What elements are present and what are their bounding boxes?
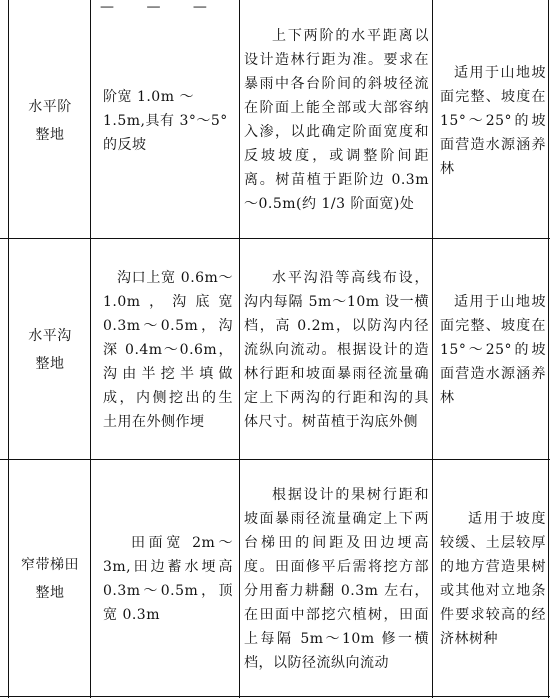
row-1-method-text: 水平阶 整地 [28, 99, 72, 143]
row-3-method [10, 461, 90, 696]
row-2-usage-text: 适用于山地坡面完整、坡度在 15°～25°的坡面营造水源涵养林 [440, 293, 546, 406]
row-2-spec-text: 沟口上宽 0.6m～1.0m，沟底宽 0.3m～0.5m，沟深 0.4m～0.6m，沟由半挖半填做成，内侧挖出的生土用在外侧作埂 [103, 269, 233, 430]
row-1-layout-text: 上下两阶的水平距离以设计造林行距为准。要求在暴雨中各台阶间的斜坡径流在阶面上能全部或大部容纳入渗，以此确定阶面宽度和反坡坡度，或调整阶间距离。树苗植于距阶边 0.3m～0.5m(约 1/3 阶面宽)处 [244, 28, 429, 212]
row-3-method-text: 窄带梯田 整地 [21, 556, 79, 601]
row-2-usage [440, 240, 546, 459]
row-3-usage-text: 适用于坡度较缓、土层较厚的地方营造果树或其他对立地条件要求较高的经济林树种 [440, 510, 546, 647]
row-1-usage [440, 4, 546, 238]
column-divider [239, 0, 240, 698]
row-3-spec [103, 461, 233, 696]
row-3-layout [244, 461, 429, 696]
row-2-spec [103, 240, 233, 459]
row-1-method [10, 4, 90, 238]
table-border-bottom [0, 696, 550, 697]
row-divider [0, 459, 550, 460]
column-divider [432, 0, 433, 698]
row-3-spec-text: 田面宽 2m～3m,田边蓄水埂高 0.3m～0.5m，顶宽 0.3m [103, 534, 233, 623]
row-2-layout [244, 240, 429, 459]
column-divider [90, 0, 91, 698]
table-border-left [8, 0, 9, 698]
row-2-layout-text: 水平沟沿等高线布设，沟内每隔 5m～10m 设一横档，高 0.2m，以防沟内径流纵向流动。根据设计的造林行距和坡面暴雨径流量确定上下两沟的行距和沟的具体尺寸。树苗植于沟底外侧 [244, 269, 429, 430]
row-1-spec [103, 4, 233, 238]
cut-header-text: — — — [100, 0, 221, 15]
row-divider [0, 238, 550, 239]
row-1-spec-text: 阶宽 1.0m ～ 1.5m,具有 3°～5° 的反坡 [103, 89, 228, 153]
row-3-layout-text: 根据设计的果树行距和坡面暴雨径流量确定上下两台梯田的间距及田边埂高度。田面修平后需将挖方部分用畜力耕翻 0.3m 左右，在田面中部挖穴植树，田面上每隔 5m～10m 修一横档，以防径流纵向流动 [244, 486, 429, 671]
row-2-method [10, 240, 90, 459]
row-1-layout [244, 2, 429, 238]
table-border-right [548, 0, 549, 698]
row-1-usage-text: 适用于山地坡面完整、坡度在 15°～25°的坡面营造水源涵养林 [440, 65, 546, 177]
row-3-usage [440, 461, 546, 696]
row-2-method-text: 水平沟 整地 [28, 327, 72, 372]
